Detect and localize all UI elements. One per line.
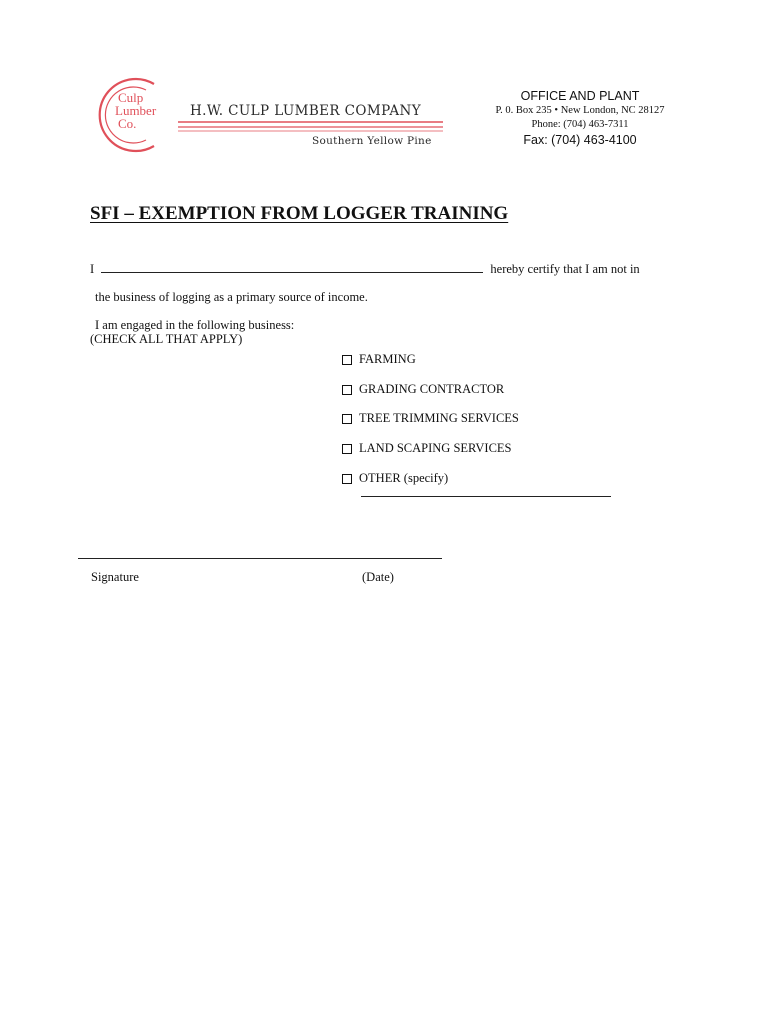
option-label: GRADING CONTRACTOR <box>359 382 505 396</box>
certify-line-2: the business of logging as a primary source of income. <box>95 290 368 304</box>
office-title: OFFICE AND PLANT <box>520 89 640 103</box>
engaged-line: I am engaged in the following business: <box>95 318 295 332</box>
checkbox[interactable] <box>342 474 352 484</box>
office-fax: Fax: (704) 463-4100 <box>523 133 637 147</box>
company-name: H.W. CULP LUMBER COMPANY <box>190 103 422 119</box>
check-instruction: (CHECK ALL THAT APPLY) <box>90 332 243 346</box>
signature-label: Signature <box>91 570 139 584</box>
logo-word-1: Culp <box>118 90 144 105</box>
option-label: FARMING <box>359 352 416 366</box>
office-phone: Phone: (704) 463-7311 <box>531 119 629 130</box>
option-farming[interactable] <box>342 352 416 367</box>
option-other[interactable] <box>342 471 448 486</box>
option-land-scaping[interactable] <box>342 441 512 456</box>
office-address: P. 0. Box 235 • New London, NC 28127 <box>495 105 665 116</box>
certify-line <box>90 261 640 277</box>
signature-line[interactable] <box>78 558 442 559</box>
logo-word-3: Co. <box>118 116 137 131</box>
document-title: SFI – EXEMPTION FROM LOGGER TRAINING <box>90 203 509 224</box>
date-label: (Date) <box>362 570 394 584</box>
name-input-line[interactable] <box>101 271 483 273</box>
other-specify-line[interactable] <box>361 496 611 497</box>
company-tagline: Southern Yellow Pine <box>312 135 432 147</box>
checkbox[interactable] <box>342 355 352 365</box>
checkbox[interactable] <box>342 444 352 454</box>
option-label: TREE TRIMMING SERVICES <box>359 411 519 425</box>
company-logo <box>88 70 458 160</box>
option-grading-contractor[interactable] <box>342 382 504 397</box>
office-block <box>460 88 700 149</box>
logo-word-2: Lumber <box>115 103 157 118</box>
certify-suffix: hereby certify that I am not in <box>490 262 640 276</box>
certify-prefix: I <box>90 262 95 276</box>
option-label: OTHER (specify) <box>359 471 449 485</box>
checkbox[interactable] <box>342 414 352 424</box>
option-tree-trimming[interactable] <box>342 411 519 426</box>
checkbox[interactable] <box>342 385 352 395</box>
option-label: LAND SCAPING SERVICES <box>359 441 512 455</box>
